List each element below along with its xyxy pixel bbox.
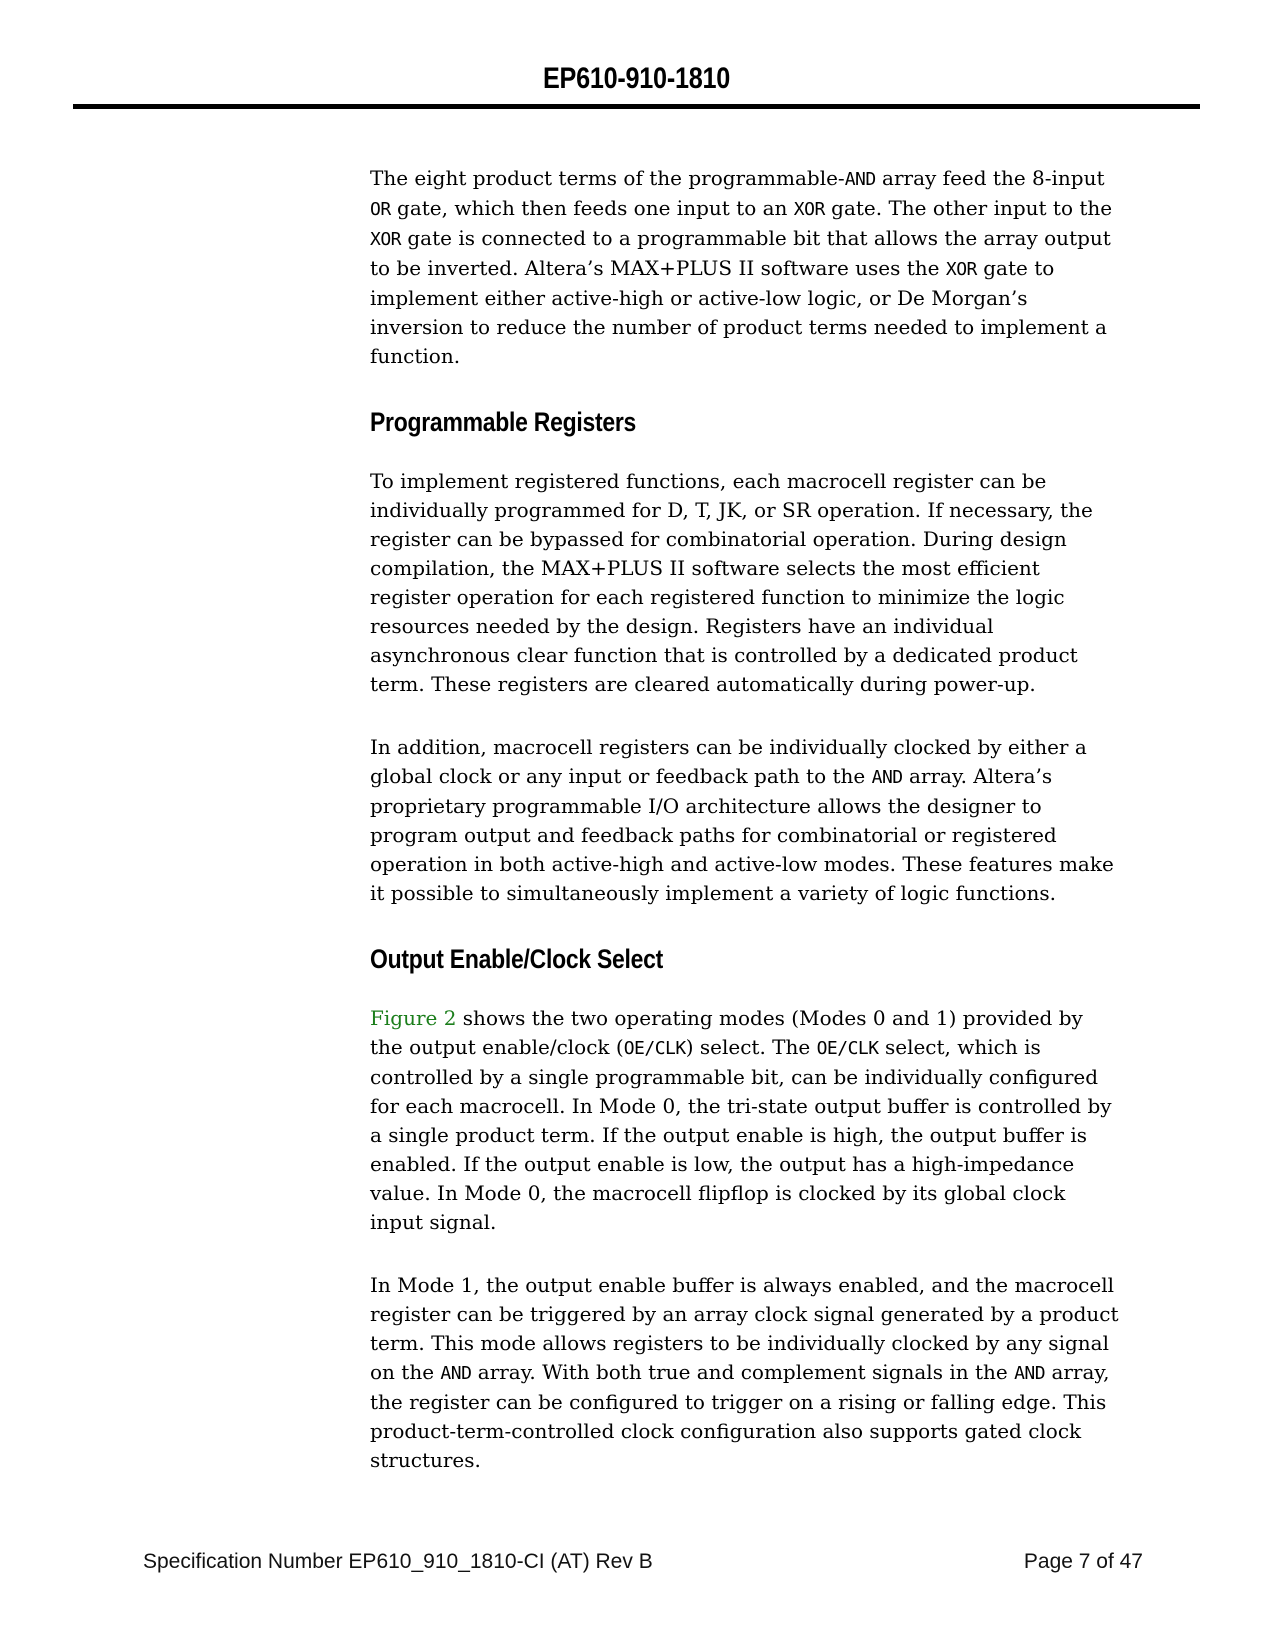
mono-term: AND [871,767,903,788]
mono-term: XOR [793,199,825,220]
text-run: In addition, macrocell registers can be individually clocked by either a global clock or any input or feedback path to the [370,735,1087,788]
text-run: gate. The other input to the [824,196,1113,220]
text-run: array. With both true and complement signals in the [471,1360,1015,1384]
text-run: shows the two operating modes (Modes 0 and 1) provided by the output enable/clock ( [370,1006,1083,1059]
figure-2-link[interactable]: Figure 2 [370,1006,457,1030]
text-run: gate is connected to a programmable bit that allows the array output to be inverted. Altera’s MAX+PLUS II software uses the [370,226,1111,280]
mono-term: OR [370,199,391,220]
footer-page-number: Page 7 of 47 [1023,1550,1143,1573]
text-run: To implement registered functions, each macrocell register can be individually programmed for D, T, JK, or SR operation. If necessary, the register can be bypassed for combinatorial operation. During design compilation, the MAX+PLUS II software selects the most efficient register operation for each registered function to minimize the logic resources needed by the design. Registers have an individual asynchronous clear function that is controlled by a dedicated product term. These registers are cleared automatically during power-up. [370,469,1093,696]
text-run: gate to implement either active-high or active-low logic, or De Morgan’s inversion to reduce the number of product terms needed to implement a function. [370,256,1107,368]
heading-programmable-registers: Programmable Registers [370,407,637,437]
paragraph-oe-clock-2 [370,1271,1120,1475]
text-run: In Mode 1, the output enable buffer is always enabled, and the macrocell register can be triggered by an array clock signal generated by a product term. This mode allows registers to be individually clocked by any signal on the [370,1273,1119,1384]
mono-term: AND [440,1363,472,1384]
page-title: EP610-910-1810 [542,62,731,95]
text-run: The eight product terms of the programmable- [370,166,845,190]
mono-term: OE/CLK [816,1038,879,1059]
page-footer [143,1549,1143,1575]
header-divider [73,104,1200,109]
document-body [370,164,1120,1509]
paragraph-registers-1 [370,467,1120,699]
heading-output-enable-clock-select: Output Enable/Clock Select [370,944,664,974]
paragraph-registers-2 [370,733,1120,908]
text-run: array, the register can be configured to trigger on a rising or falling edge. This product-term-controlled clock configuration also supports gated clock structures. [370,1360,1110,1472]
footer-spec-number: Specification Number EP610_910_1810-CI (AT) Rev B [143,1550,653,1573]
text-run: select, which is controlled by a single programmable bit, can be individually configured for each macrocell. In Mode 0, the tri-state output buffer is controlled by a single product term. If the output enable is high, the output buffer is enabled. If the output enable is low, the output has a high-impedance value. In Mode 0, the macrocell flipflop is clocked by its global clock input signal. [370,1035,1112,1234]
mono-term: OE/CLK [623,1038,686,1059]
mono-term: AND [1014,1363,1046,1384]
mono-term: XOR [370,229,402,250]
text-run: array feed the 8-input [875,166,1105,190]
mono-term: XOR [945,259,977,280]
paragraph-intro [370,164,1120,371]
mono-term: AND [844,169,876,190]
text-run: array. Altera’s proprietary programmable I/O architecture allows the designer to program output and feedback paths for combinatorial or registered operation in both active-high and active-low modes. These features make it possible to simultaneously implement a variety of logic functions. [370,764,1114,905]
text-run: gate, which then feeds one input to an [390,196,794,220]
text-run: ) select. The [685,1035,817,1059]
paragraph-oe-clock-1 [370,1004,1120,1237]
